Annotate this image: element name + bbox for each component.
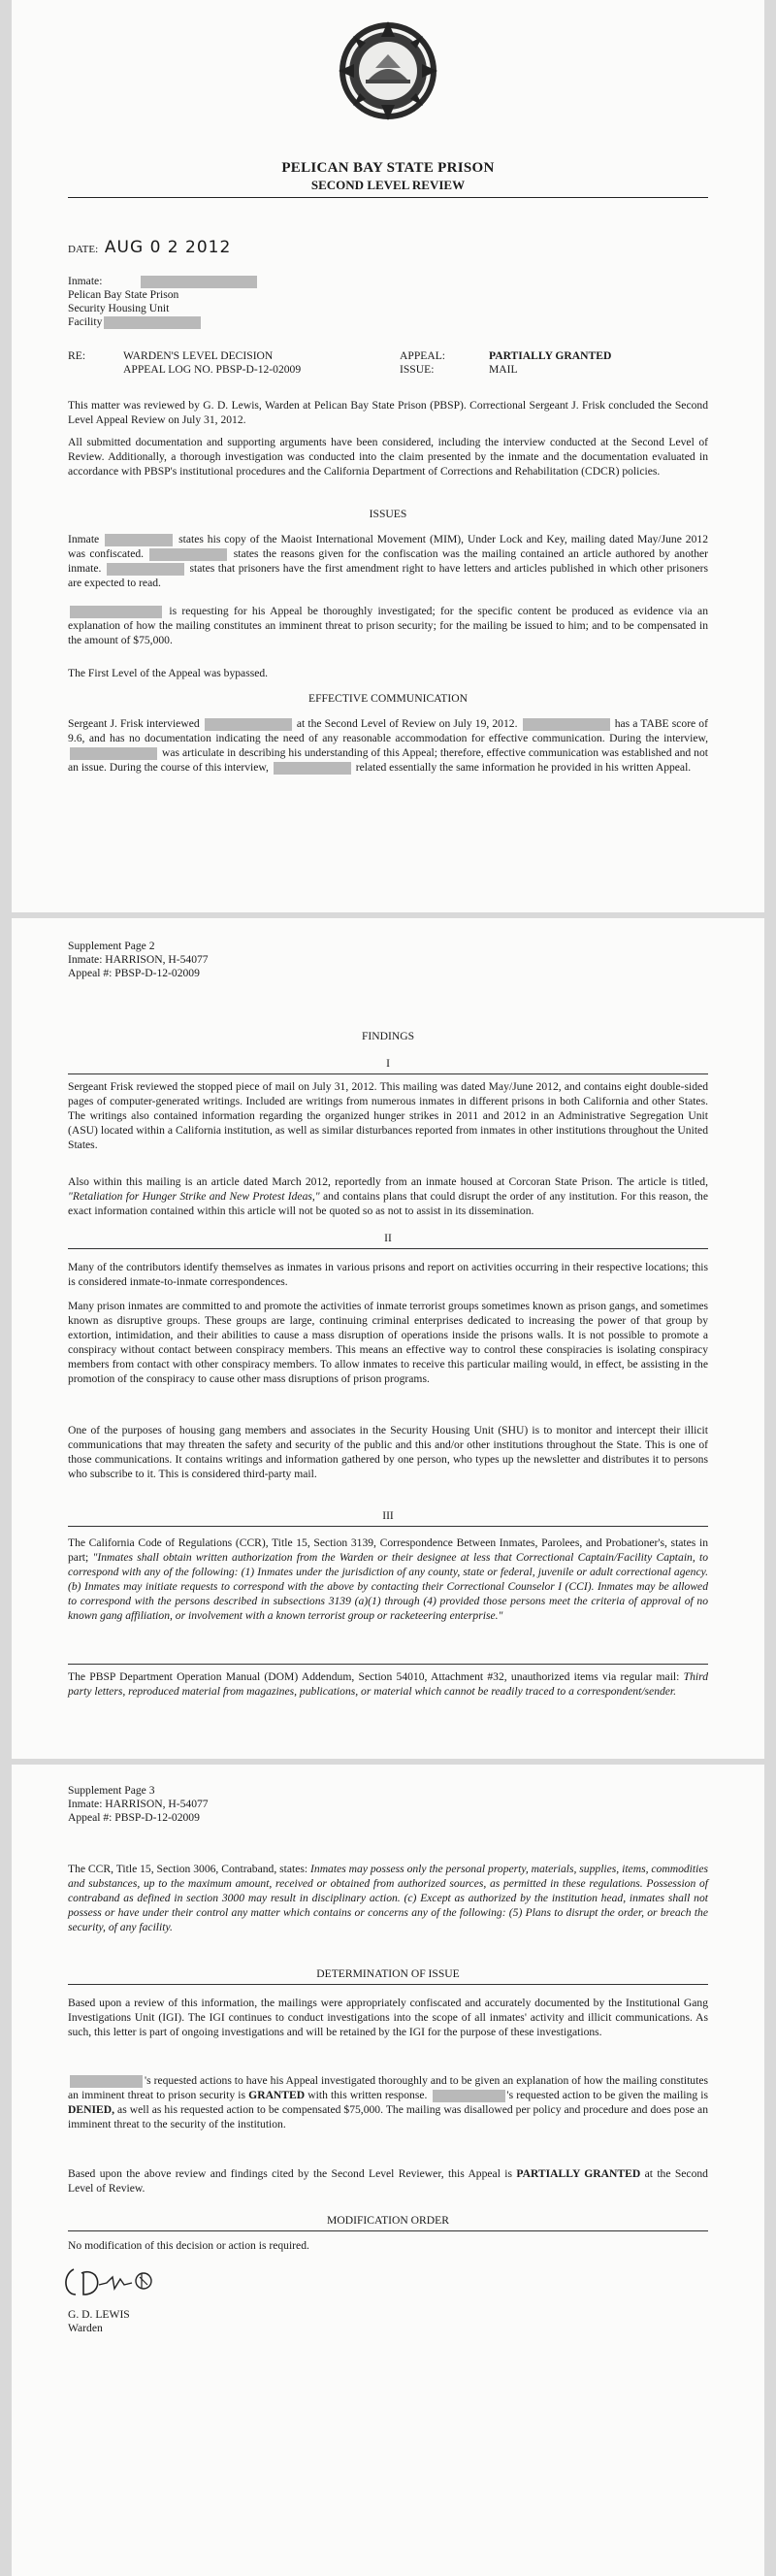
redaction-block bbox=[433, 2090, 505, 2102]
article-title: "Retaliation for Hunger Strike and New Protest Ideas," bbox=[68, 1190, 320, 1203]
section-divider bbox=[68, 1984, 708, 1985]
appeal-label: APPEAL: bbox=[400, 349, 446, 362]
appeal-status: PARTIALLY GRANTED bbox=[489, 349, 612, 362]
intro-paragraph: This matter was reviewed by G. D. Lewis, Warden at Pelican Bay State Prison (PBSP). Correctional Sergeant J. Frisk concluded the Second Level Appeal Review on July 31, 2012. bbox=[68, 399, 708, 426]
findings-paragraph-3: Many of the contributors identify themselves as inmates in various prisons and report on activities occurring in their respective locations; this is considered inmate-to-inmate correspondences. bbox=[68, 1261, 708, 1288]
issue-text: states that prisoners have the first amendment right to have letters and articles published in which other prisoners are expected to read. bbox=[68, 562, 708, 589]
regulation-text: The PBSP Department Operation Manual (DOM) Addendum, Section 54010, Attachment #32, unauthorized items via regular mail: bbox=[68, 1670, 680, 1683]
inmate-name-number: Inmate: HARRISON, H-54077 bbox=[68, 953, 209, 966]
redaction-block bbox=[70, 2075, 143, 2088]
determination-text: as well as his requested action to be compensated $75,000. The mailing was disallowed per policy and procedure and does pose an imminent threat to the security of the institution. bbox=[68, 2103, 708, 2130]
redaction-block bbox=[107, 563, 184, 576]
denied-status: DENIED, bbox=[68, 2103, 114, 2116]
redaction-block bbox=[141, 276, 257, 288]
issue-text: Inmate bbox=[68, 533, 100, 545]
request-paragraph bbox=[68, 604, 708, 647]
inmate-name-number: Inmate: HARRISON, H-54077 bbox=[68, 1798, 209, 1810]
ccr-3006-paragraph bbox=[68, 1862, 708, 1934]
partially-granted-status: PARTIALLY GRANTED bbox=[516, 2167, 641, 2180]
appeal-issue-values bbox=[489, 349, 611, 377]
redaction-block bbox=[105, 534, 173, 546]
ec-text: Sergeant J. Frisk interviewed bbox=[68, 717, 200, 730]
address-line-1: Pelican Bay State Prison bbox=[68, 288, 179, 301]
section-divider bbox=[68, 1248, 708, 1249]
effective-communication-paragraph bbox=[68, 716, 708, 775]
date-label: DATE: bbox=[68, 244, 99, 255]
appeal-number: Appeal #: PBSP-D-12-02009 bbox=[68, 1811, 200, 1824]
redaction-block bbox=[523, 718, 610, 731]
section-numeral-1: I bbox=[386, 1057, 390, 1070]
bypass-paragraph: The First Level of the Appeal was bypassed. bbox=[68, 667, 269, 679]
inmate-label: Inmate: bbox=[68, 275, 103, 287]
regulation-text: The CCR, Title 15, Section 3006, Contraband, states: bbox=[68, 1863, 308, 1875]
letter-page-1 bbox=[12, 0, 764, 912]
issues-heading: ISSUES bbox=[369, 508, 407, 520]
regulation-quote: "Inmates shall obtain written authorization from the Warden or their designee at less that Correctional Captain/Facility Captain, to correspond with any of the following: (1) Inmates under the jurisdiction of any county, state or federal, juvenile or adult correctional agency. (b) Inmates may initiate requests to correspond with the above by contacting their Correctional Counselor I (CCI). Inmates may be allowed to correspond with the persons described in subsections 3139 (a)(1) through (4) provided those persons meet the criteria of approval of no known gang affiliation, or involvement with a known terrorist group or racketeering enterprise." bbox=[68, 1551, 708, 1622]
facility-label: Facility bbox=[68, 315, 103, 328]
address-line-2: Security Housing Unit bbox=[68, 302, 170, 314]
redaction-block bbox=[274, 762, 351, 775]
findings-paragraph-2 bbox=[68, 1174, 708, 1218]
findings-text: and contains plans that could disrupt the order of any institution. For this reason, the exact information contained within this article will not be quoted so as not to assist in its dissemination. bbox=[68, 1190, 708, 1217]
redaction-block bbox=[149, 548, 227, 561]
regulation-quote: Inmates may possess only the personal property, materials, supplies, items, commodities and substances, up to the maximum amount, received or obtained from authorized sources, as permitted in these regulations. Possession of contraband as defined in section 3000 may result in disciplinary action. (c) Except as authorized by the institution head, inmates shall not possess or have under their control any matter which contains or concerns any of the following: (5) Plans to disrupt the order, or breach the security, of any facility. bbox=[68, 1863, 708, 1933]
redaction-block bbox=[104, 316, 201, 329]
signature-block bbox=[68, 2308, 130, 2335]
regulation-text: The California Code of Regulations (CCR), Title 15, Section 3139, Correspondence Between Inmates, Parolees, and Probationer's, states in part; bbox=[68, 1536, 708, 1564]
modification-order-text: No modification of this decision or action is required. bbox=[68, 2239, 309, 2252]
warden-signature bbox=[60, 2262, 167, 2302]
redaction-block bbox=[70, 606, 162, 618]
findings-paragraph-4: Many prison inmates are committed to and promote the activities of inmate terrorist groups sometimes known as prison gangs, and sometimes known as disruptive groups. These groups are large, continuing criminal enterprises dedicated to increasing the power of that group by extortion, intimidation, and their abilities to cause a mass disruption of operations inside the prisons walls. It is not possible to promote a conspiracy without contact between conspiracy members. This means an effective way to control these conspiracies is isolating conspiracy members from contact with other conspiracy members. To allow inmates to receive this particular mailing would, in effect, be assisting in the promotion of the conspiracy to cause other mass disruptions of prison programs. bbox=[68, 1300, 708, 1385]
date-line bbox=[68, 238, 231, 257]
supplement-header bbox=[68, 1784, 209, 1825]
granted-status: GRANTED bbox=[248, 2089, 306, 2101]
conclusion-text: Based upon the above review and findings cited by the Second Level Reviewer, this Appeal is bbox=[68, 2167, 513, 2180]
supplement-page-label: Supplement Page 3 bbox=[68, 1784, 155, 1797]
supplement-header bbox=[68, 940, 209, 980]
determination-text: 's requested action to be given the mailing is bbox=[506, 2089, 708, 2101]
review-level-subtitle: SECOND LEVEL REVIEW bbox=[310, 178, 466, 192]
bleed-through-mark bbox=[303, 2269, 313, 2313]
findings-text: Also within this mailing is an article dated March 2012, reportedly from an inmate housed at Corcoran State Prison. The article is titled, bbox=[68, 1175, 708, 1188]
issue-label: ISSUE: bbox=[400, 363, 435, 376]
header-divider bbox=[68, 197, 708, 198]
effective-communication-heading: EFFECTIVE COMMUNICATION bbox=[308, 692, 468, 705]
issue-value: MAIL bbox=[489, 363, 518, 376]
findings-paragraph-1: Sergeant Frisk reviewed the stopped piece of mail on July 31, 2012. This mailing was dated May/June 2012, and contains eight double-sided pages of computer-generated writings. Included are writings from numerous inmates in different prisons in both California and other States. The writings also contained information regarding the organized hunger strikes in 2011 and 2012 in an Administrative Segregation Unit (ASU) located within a California institution, as well as similar disturbances reported from inmates in other institutions throughout the United States. bbox=[68, 1080, 708, 1151]
determination-text: 's requested actions to have his Appeal investigated thoroughly and to be given an explanation of how the mailing constitutes an imminent threat to prison security is bbox=[68, 2074, 708, 2101]
findings-heading: FINDINGS bbox=[361, 1030, 415, 1042]
inmate-address-block bbox=[68, 275, 259, 329]
facility-line bbox=[68, 315, 259, 329]
determination-paragraph-1: Based upon a review of this information, the mailings were appropriately confiscated and accurately documented by the Institutional Gang Investigations Unit (IGI). The IGI continues to conduct investigations into the scope of all inmates' activity and illicit communications. As such, this letter is part of ongoing investigations and will be retained by the IGI for the purpose of these investigations. bbox=[68, 1997, 708, 2038]
issue-statement-paragraph bbox=[68, 532, 708, 590]
issue-text: states his copy of the Maoist International Movement (MIM), Under Lock and Key, mailing dated May/June 2012 was confiscated. bbox=[68, 533, 708, 560]
letter-page-2 bbox=[12, 918, 764, 1759]
ec-text: has a TABE score of 9.6, and has no documentation indicating the need of any reasonable accommodation for effective communication. During the interview, bbox=[68, 717, 708, 744]
regulation-quote: Third party letters, reproduced material from magazines, publications, or material which cannot be readily traced to a correspondent/sender. bbox=[68, 1670, 708, 1698]
request-text: is requesting for his Appeal be thoroughly investigated; for the specific content be produced as evidence via an explanation of how the mailing constitutes an imminent threat to prison security; for the mailing be issued to him; and to be compensated in the amount of $75,000. bbox=[68, 605, 708, 646]
re-label: RE: bbox=[68, 349, 86, 362]
redaction-block bbox=[205, 718, 292, 731]
ec-text: at the Second Level of Review on July 19, 2012. bbox=[296, 717, 518, 730]
review-paragraph: All submitted documentation and supporting arguments have been considered, including the interview conducted at the Second Level of Review. Additionally, a thorough investigation was conducted into the claim presented by the inmate and the documentation evaluated in accordance with PBSP's institutional procedures and the California Department of Corrections and Rehabilitation (CDCR) policies. bbox=[68, 436, 708, 478]
section-divider bbox=[68, 1073, 708, 1074]
dom-paragraph bbox=[68, 1669, 708, 1699]
ec-text: related essentially the same information he provided in his written Appeal. bbox=[355, 761, 692, 774]
section-divider bbox=[68, 1664, 708, 1665]
california-state-seal-icon bbox=[337, 19, 439, 122]
issue-text: states the reasons given for the confiscation was the mailing contained an article authored by another inmate. bbox=[68, 547, 709, 575]
signer-title: Warden bbox=[68, 2322, 103, 2334]
prison-name-title: PELICAN BAY STATE PRISON bbox=[281, 160, 495, 176]
date-stamp: AUG 0 2 2012 bbox=[104, 238, 232, 257]
section-divider bbox=[68, 2230, 708, 2231]
conclusion-paragraph bbox=[68, 2166, 708, 2196]
re-decision bbox=[123, 349, 301, 377]
re-line-1: WARDEN'S LEVEL DECISION bbox=[123, 349, 274, 362]
inmate-line bbox=[68, 275, 259, 288]
findings-paragraph-5: One of the purposes of housing gang members and associates in the Security Housing Unit (SHU) is to monitor and intercept their illicit communications that may threaten the safety and security of the public and this and/or other institutions throughout the State. This is one of those communications. It contains writings and information gathered by one person, who types up the newsletter and distributes it to persons who subscribe to it. This is considered third-party mail. bbox=[68, 1424, 708, 1480]
section-divider bbox=[68, 1526, 708, 1527]
determination-heading: DETERMINATION OF ISSUE bbox=[316, 1967, 460, 1980]
supplement-page-label: Supplement Page 2 bbox=[68, 940, 155, 952]
determination-paragraph-2 bbox=[68, 2073, 708, 2131]
section-numeral-3: III bbox=[382, 1509, 394, 1522]
conclusion-text: at the Second Level of Review. bbox=[68, 2167, 708, 2195]
modification-order-heading: MODIFICATION ORDER bbox=[327, 2214, 449, 2227]
letter-page-3 bbox=[12, 1765, 764, 2576]
re-line-2: APPEAL LOG NO. PBSP-D-12-02009 bbox=[123, 363, 302, 376]
determination-text: with this written response. bbox=[307, 2089, 428, 2101]
signer-name: G. D. LEWIS bbox=[68, 2308, 130, 2321]
appeal-issue-labels bbox=[400, 349, 445, 377]
section-numeral-2: II bbox=[384, 1232, 392, 1244]
appeal-number: Appeal #: PBSP-D-12-02009 bbox=[68, 967, 200, 979]
ec-text: was articulate in describing his understanding of this Appeal; therefore, effective communication was established and not an issue. During the course of this interview, bbox=[68, 746, 709, 774]
ccr-3139-paragraph bbox=[68, 1536, 708, 1623]
redaction-block bbox=[70, 747, 157, 760]
